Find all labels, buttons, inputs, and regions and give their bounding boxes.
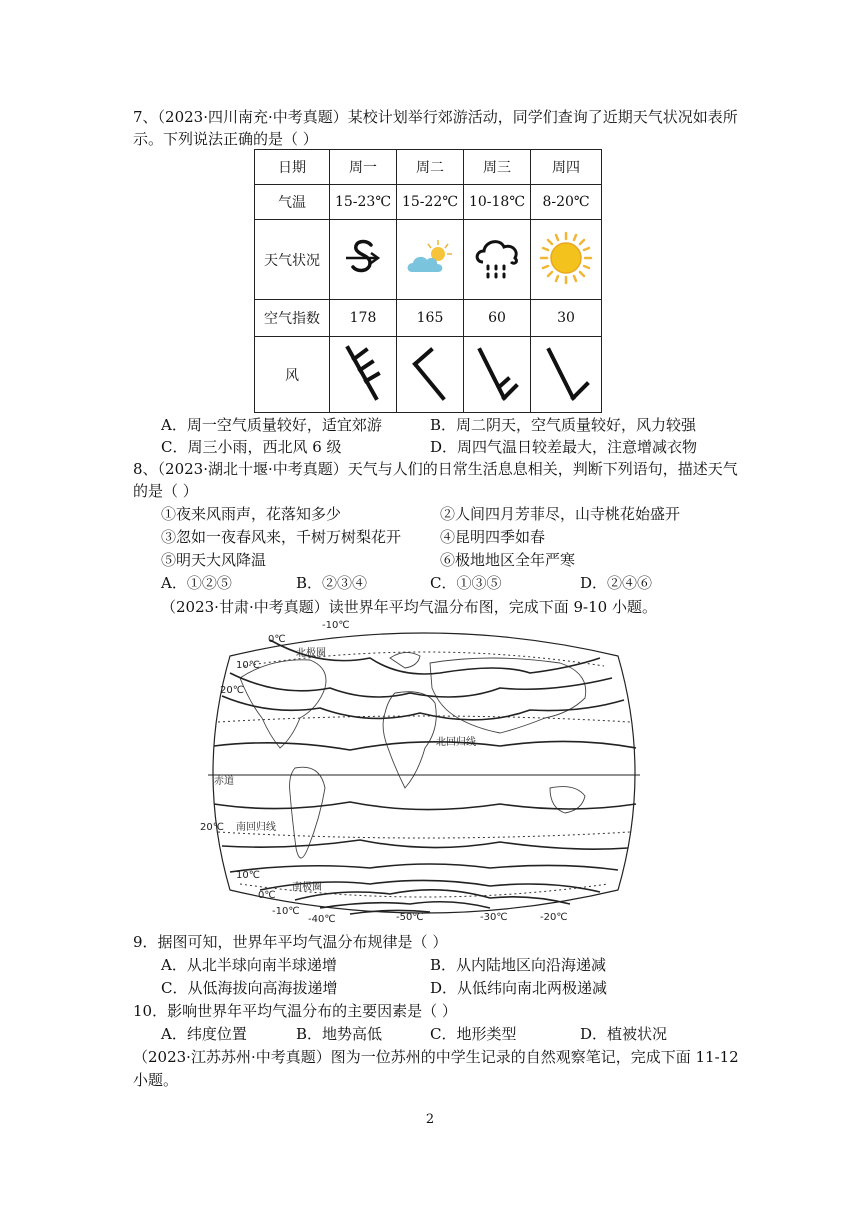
left-temp-label: 0℃ bbox=[268, 634, 286, 645]
q8-item-5: ⑤明天大风降温 bbox=[161, 551, 267, 569]
row-label-wind: 风 bbox=[255, 337, 330, 413]
q11-intro-line2: 小题。 bbox=[133, 1071, 179, 1089]
bottom-temp-label: -20℃ bbox=[540, 912, 568, 923]
q7-stem-line2: 示。下列说法正确的是（ ） bbox=[133, 130, 318, 148]
temp-thu: 8-20℃ bbox=[531, 185, 602, 220]
q8-item-2: ②人间四月芳菲尽，山寺桃花始盛开 bbox=[440, 505, 681, 523]
sandstorm-icon bbox=[338, 233, 388, 283]
q9-stem: 9．据图可知，世界年平均气温分布规律是（ ） bbox=[133, 933, 448, 951]
q7-stem-line1: 7、（2023·四川南充·中考真题）某校计划举行郊游活动，同学们查询了近期天气状况如表所 bbox=[133, 108, 738, 126]
q9-option-b[interactable]: B．从内陆地区向沿海递减 bbox=[430, 956, 607, 974]
q8-stem-line1: 8、（2023·湖北十堰·中考真题）天气与人们的日常生活息息相关，判断下列语句，描述天气 bbox=[133, 460, 738, 478]
partly-cloudy-icon bbox=[404, 236, 456, 280]
temp-wed: 10-18℃ bbox=[464, 185, 531, 220]
q10-option-b[interactable]: B．地势高低 bbox=[296, 1025, 383, 1043]
row-label-temp: 气温 bbox=[255, 185, 330, 220]
q7-option-b[interactable]: B．周二阴天，空气质量较好，风力较强 bbox=[430, 416, 697, 434]
left-temp-label: 20℃ bbox=[220, 685, 244, 696]
q8-item-4: ④昆明四季如春 bbox=[440, 528, 546, 546]
left-temp-label: 20℃ bbox=[200, 822, 224, 833]
day-tue: 周二 bbox=[397, 150, 464, 185]
q10-option-d[interactable]: D．植被状况 bbox=[580, 1025, 668, 1043]
q8-option-a[interactable]: A．①②⑤ bbox=[161, 574, 232, 592]
left-temp-label: -10℃ bbox=[272, 906, 300, 917]
page-number: 2 bbox=[425, 1112, 435, 1127]
row-label-date: 日期 bbox=[255, 150, 330, 185]
q10-stem: 10．影响世界年平均气温分布的主要因素是（ ） bbox=[133, 1002, 457, 1020]
wind-barb-tue-icon bbox=[405, 340, 455, 406]
top-temp-label: -10℃ bbox=[322, 620, 350, 631]
left-temp-label: 0℃ bbox=[258, 890, 276, 901]
bottom-temp-label: -40℃ bbox=[308, 914, 336, 925]
equator-label: 赤道 bbox=[214, 776, 234, 787]
left-temp-label: 10℃ bbox=[236, 870, 260, 881]
q7-option-a[interactable]: A．周一空气质量较好，适宜郊游 bbox=[161, 416, 382, 434]
q8-option-d[interactable]: D．②④⑥ bbox=[580, 574, 653, 592]
q8-option-c[interactable]: C．①③⑤ bbox=[430, 574, 502, 592]
q7-option-d[interactable]: D．周四气温日较差最大，注意增减衣物 bbox=[430, 438, 698, 456]
q8-item-1: ①夜来风雨声，花落知多少 bbox=[161, 505, 342, 523]
bottom-temp-label: -30℃ bbox=[480, 912, 508, 923]
aqi-tue: 165 bbox=[397, 300, 464, 337]
wind-barb-thu-icon bbox=[539, 340, 593, 406]
map-frame bbox=[213, 633, 635, 913]
q8-option-b[interactable]: B．②③④ bbox=[296, 574, 368, 592]
q9-option-d[interactable]: D．从低纬向南北两极递减 bbox=[430, 979, 608, 997]
antarctic-circle-label: 南极圈 bbox=[292, 882, 322, 893]
map-intro: （2023·甘肃·中考真题）读世界年平均气温分布图，完成下面 9-10 小题。 bbox=[161, 598, 657, 616]
rain-icon bbox=[472, 232, 522, 284]
q11-intro-line1: （2023·江苏苏州·中考真题）图为一位苏州的中学生记录的自然观察笔记，完成下面 11-12 bbox=[133, 1048, 739, 1066]
temp-tue: 15-22℃ bbox=[397, 185, 464, 220]
bottom-temp-label: -50℃ bbox=[396, 912, 424, 923]
tropic-of-cancer-label: 北回归线 bbox=[436, 737, 476, 748]
arctic-circle-label: 北极圈 bbox=[296, 648, 326, 659]
wind-barb-mon-icon bbox=[338, 340, 388, 406]
q10-option-a[interactable]: A．纬度位置 bbox=[161, 1025, 247, 1043]
q8-stem-line2: 的是（ ） bbox=[133, 482, 198, 500]
sunny-icon bbox=[538, 230, 594, 286]
aqi-thu: 30 bbox=[531, 300, 602, 337]
q9-option-a[interactable]: A．从北半球向南半球递增 bbox=[161, 956, 337, 974]
day-thu: 周四 bbox=[531, 150, 602, 185]
weather-table bbox=[254, 149, 602, 413]
q8-item-3: ③忽如一夜春风来，千树万树梨花开 bbox=[161, 528, 402, 546]
q8-item-6: ⑥极地地区全年严寒 bbox=[440, 551, 576, 569]
day-wed: 周三 bbox=[464, 150, 531, 185]
row-label-aqi: 空气指数 bbox=[255, 300, 330, 337]
world-temperature-map bbox=[200, 618, 648, 928]
aqi-wed: 60 bbox=[464, 300, 531, 337]
wind-barb-wed-icon bbox=[472, 340, 522, 406]
aqi-mon: 178 bbox=[330, 300, 397, 337]
q9-option-c[interactable]: C．从低海拔向高海拔递增 bbox=[161, 979, 338, 997]
temp-mon: 15-23℃ bbox=[330, 185, 397, 220]
q7-option-c[interactable]: C．周三小雨，西北风 6 级 bbox=[161, 438, 342, 456]
row-label-weather: 天气状况 bbox=[255, 220, 330, 300]
q10-option-c[interactable]: C．地形类型 bbox=[430, 1025, 517, 1043]
day-mon: 周一 bbox=[330, 150, 397, 185]
tropic-of-capricorn-label: 南回归线 bbox=[236, 822, 276, 833]
left-temp-label: 10℃ bbox=[236, 660, 260, 671]
